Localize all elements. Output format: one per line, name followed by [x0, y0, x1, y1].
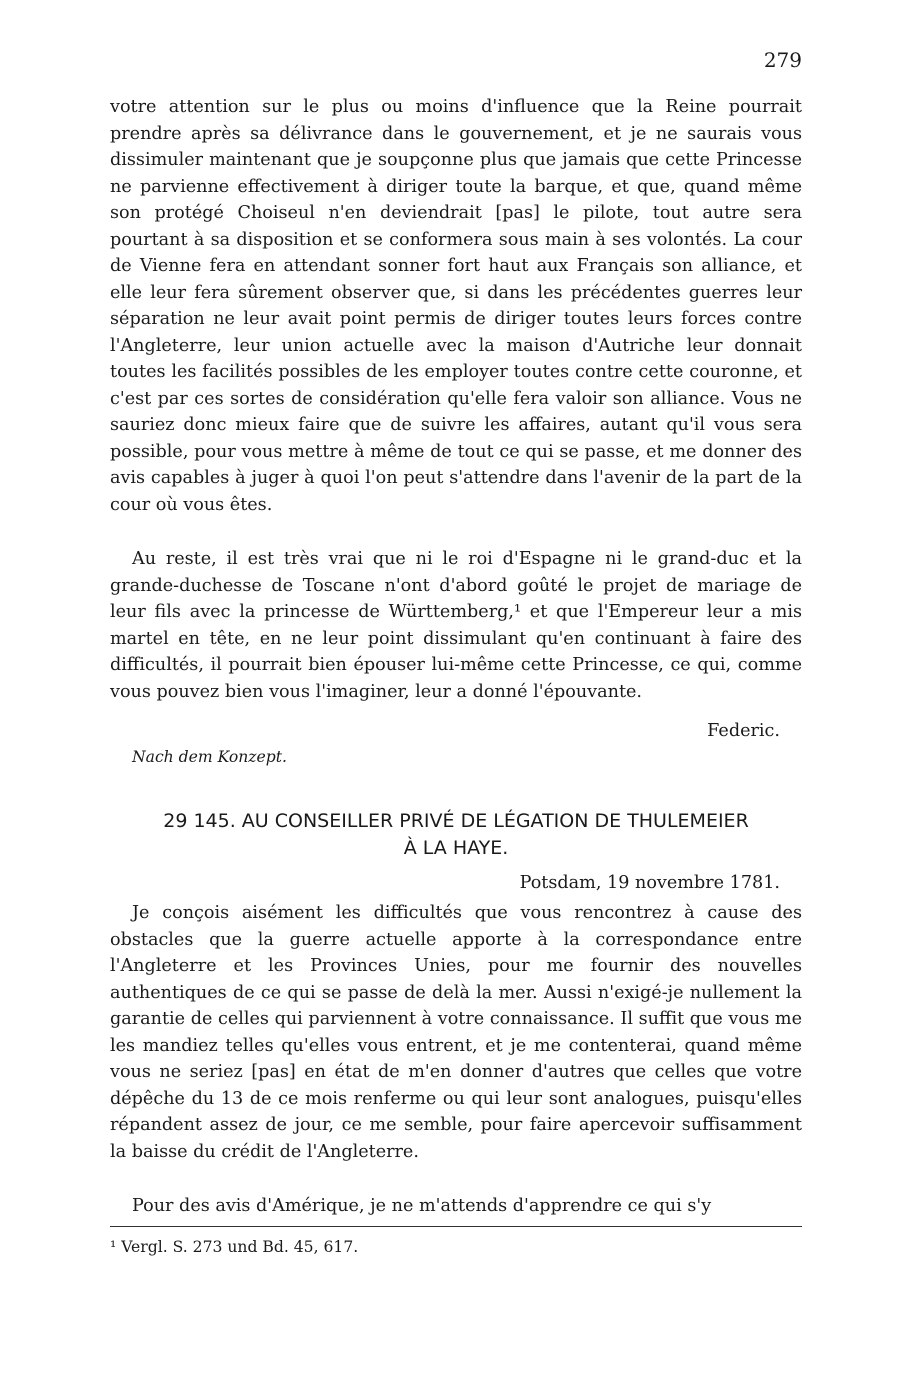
footnote: ¹ Vergl. S. 273 und Bd. 45, 617.: [110, 1238, 359, 1256]
page-number: 279: [763, 48, 802, 72]
paragraph: Pour des avis d'Amérique, je ne m'attends d'apprendre ce qui s'y: [132, 1196, 712, 1216]
paragraph-block: [110, 94, 802, 518]
dateline: Potsdam, 19 novembre 1781.: [519, 873, 780, 893]
source-note: Nach dem Konzept.: [132, 748, 287, 766]
paragraph: Au reste, il est très vrai que ni le roi d'Espagne ni le grand-duc et la grande-duchesse de Toscane n'ont d'abord goûté le projet de mariage de leur fils avec la princesse de Württemberg,¹ et que l'Empereur leur a mis martel en tête, en ne leur point dissimulant qu'en continuant à faire des difficultés, il pourrait bien épouser lui-même cette Princesse, ce qui, comme vous pouvez bien vous l'imaginer, leur a donné l'épouvante.: [110, 549, 802, 702]
heading-line-2: À LA HAYE.: [403, 837, 509, 859]
paragraph: Je conçois aisément les difficultés que vous rencontrez à cause des obstacles que la guerre actuelle apporte à la correspondance entre l'Angleterre et les Provinces Unies, pour me fournir des nouvelles authentiques de ce qui se passe de delà la mer. Aussi n'exigé-je nullement la garantie de celles qui parviennent à votre connaissance. Il suffit que vous me les mandiez telles qu'elles vous entrent, et je me contenterai, quand même vous ne seriez [pas] en état de m'en donner d'autres que celles que votre dépêche du 13 de ce mois renferme ou qui leur sont analogues, puisqu'elles répandent assez de jour, ce me semble, pour faire apercevoir suffisamment la baisse du crédit de l'Angleterre.: [110, 903, 802, 1162]
heading-line-1: 29 145. AU CONSEILLER PRIVÉ DE LÉGATION DE THULEMEIER: [163, 810, 749, 832]
signature: Federic.: [707, 721, 780, 741]
footnote-divider: [110, 1226, 802, 1227]
letter-heading: [110, 808, 802, 862]
paragraph: votre attention sur le plus ou moins d'influence que la Reine pourrait prendre après sa délivrance dans le gouvernement, et je ne saurais vous dissimuler maintenant que je soupçonne plus que jamais que cette Princesse ne parvienne effectivement à diriger toute la barque, et que, quand même son protégé Choiseul n'en deviendrait [pas] le pilote, tout autre sera pourtant à sa disposition et se conformera sous main à ses volontés. La cour de Vienne fera en attendant sonner fort haut aux Français son alliance, et elle leur fera sûrement observer que, si dans les précédentes guerres leur séparation ne leur avait point permis de diriger toutes leurs forces contre l'Angleterre, leur union actuelle avec la maison d'Autriche leur donnait toutes les facilités possibles de les employer toutes contre cette couronne, et c'est par ces sortes de considération qu'elle fera valoir son alliance. Vous ne sauriez donc mieux faire que de suivre les affaires, autant qu'il vous sera possible, pour vous mettre à même de tout ce qui se passe, et me donner des avis capables à juger à quoi l'on peut s'attendre dans l'avenir de la part de la cour où vous êtes.: [110, 97, 802, 515]
paragraph-block: [110, 546, 802, 705]
paragraph-block: [110, 1193, 802, 1220]
paragraph-block: [110, 900, 802, 1165]
